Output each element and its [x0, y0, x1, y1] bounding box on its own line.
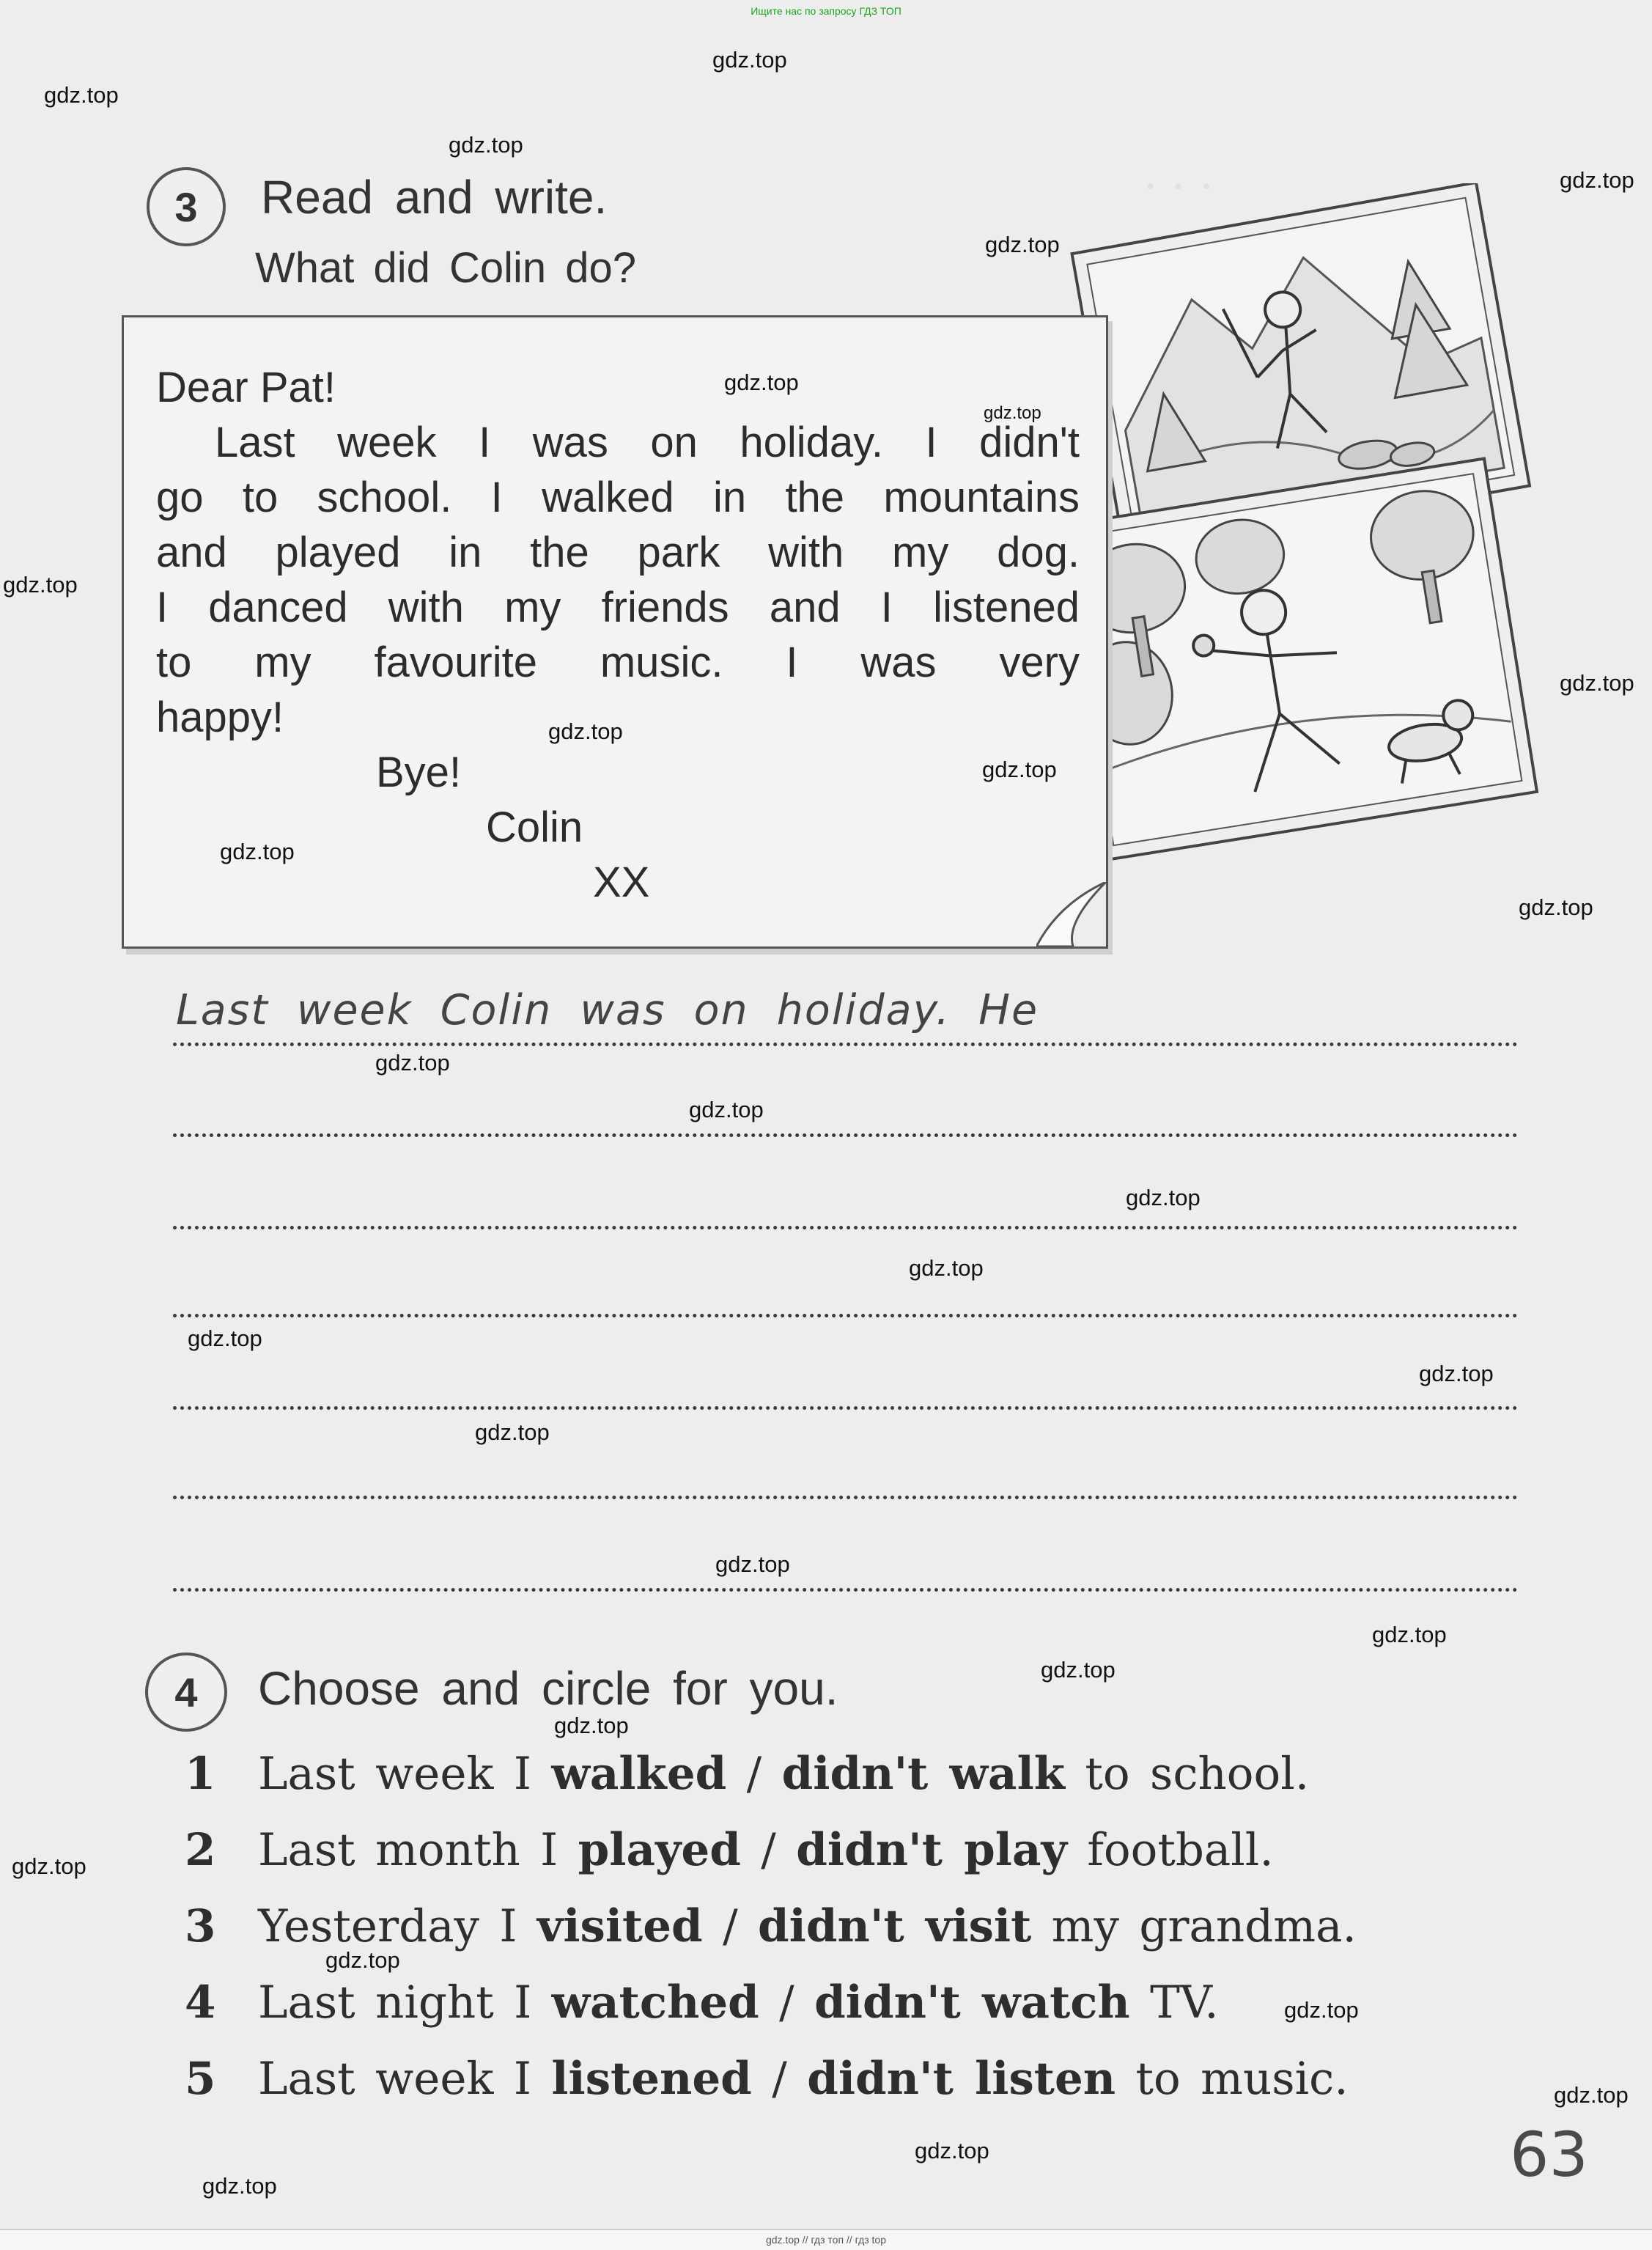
- exercise-4-number: [145, 1652, 227, 1732]
- letter-line: happy!: [156, 694, 284, 741]
- watermark: gdz.top: [3, 572, 78, 598]
- writing-line[interactable]: [173, 1043, 1518, 1046]
- item-after: TV.: [1129, 1977, 1219, 2029]
- letter-line: go to school. I walked in the mountains: [156, 474, 1080, 521]
- watermark: gdz.top: [1554, 2082, 1629, 2108]
- item-before: Last month I: [258, 1824, 578, 1876]
- watermark: gdz.top: [1419, 1361, 1494, 1386]
- exercise-3-question: What did Colin do?: [255, 244, 637, 292]
- item-before: Last week I: [258, 2053, 552, 2105]
- option-separator: /: [751, 2053, 808, 2105]
- option-separator: /: [740, 1824, 797, 1876]
- watermark: gdz.top: [982, 757, 1057, 782]
- choice-item: [185, 1977, 1219, 2029]
- watermark: gdz.top: [554, 1713, 629, 1738]
- watermark: gdz.top: [202, 2173, 277, 2199]
- show-through-bleed: · · ·: [1143, 161, 1214, 213]
- option-negative[interactable]: didn't play: [796, 1824, 1067, 1876]
- watermark: gdz.top: [12, 1853, 86, 1879]
- answer-start-text: Last week Colin was on holiday. He: [176, 986, 1039, 1034]
- watermark: gdz.top: [375, 1050, 450, 1076]
- option-negative[interactable]: didn't visit: [758, 1900, 1032, 1952]
- watermark: gdz.top: [1041, 1657, 1116, 1683]
- watermark: gdz.top: [1519, 894, 1593, 920]
- page-curl-corner: [1036, 882, 1106, 946]
- watermark: gdz.top: [712, 47, 787, 73]
- watermark: gdz.top: [188, 1326, 262, 1351]
- choice-item: [185, 1900, 1357, 1952]
- watermark: gdz.top: [220, 839, 295, 864]
- top-banner: Ищите нас по запросу ГДЗ ТОП: [751, 5, 901, 17]
- item-number: 5: [185, 2053, 216, 2105]
- watermark: gdz.top: [325, 1947, 400, 1973]
- option-negative[interactable]: didn't watch: [814, 1977, 1130, 2029]
- writing-line[interactable]: [173, 1133, 1518, 1137]
- letter-bye: Bye!: [376, 749, 462, 796]
- watermark: gdz.top: [689, 1097, 764, 1122]
- watermark: gdz.top: [1126, 1185, 1201, 1210]
- item-before: Last night I: [258, 1977, 552, 2029]
- letter-body: [156, 360, 1080, 910]
- option-separator: /: [726, 1748, 782, 1800]
- letter-line: to my favourite music. I was very: [156, 639, 1080, 686]
- item-before: Last week I: [258, 1748, 552, 1800]
- choice-item: [185, 2053, 1349, 2105]
- option-negative[interactable]: didn't walk: [781, 1748, 1066, 1800]
- watermark: gdz.top: [724, 370, 799, 395]
- watermark: gdz.top: [909, 1255, 984, 1281]
- park-postcard: [1050, 459, 1537, 861]
- letter-line: and played in the park with my dog.: [156, 529, 1080, 576]
- watermark: gdz.top: [1284, 1997, 1359, 2023]
- exercise-4-title: Choose and circle for you.: [258, 1662, 838, 1715]
- writing-line[interactable]: [173, 1226, 1518, 1229]
- exercise-3-number: [147, 167, 226, 246]
- writing-line[interactable]: [173, 1496, 1518, 1499]
- letter-kisses: XX: [593, 859, 650, 906]
- exercise-4-number-text: 4: [174, 1669, 198, 1716]
- watermark: gdz.top: [985, 232, 1060, 257]
- option-negative[interactable]: didn't listen: [807, 2053, 1116, 2105]
- exercise-3-number-text: 3: [174, 183, 198, 230]
- option-positive[interactable]: listened: [551, 2053, 752, 2105]
- option-positive[interactable]: visited: [536, 1900, 703, 1952]
- watermark: gdz.top: [449, 132, 523, 158]
- watermark: gdz.top: [475, 1419, 550, 1445]
- letter-signature: Colin: [486, 804, 583, 851]
- watermark: gdz.top: [1560, 670, 1634, 696]
- watermark: gdz.top: [44, 82, 119, 108]
- option-positive[interactable]: watched: [551, 1977, 759, 2029]
- item-after: to music.: [1116, 2053, 1349, 2105]
- watermark: gdz.top: [984, 403, 1041, 423]
- option-positive[interactable]: walked: [551, 1748, 727, 1800]
- writing-line[interactable]: [173, 1588, 1518, 1592]
- watermark: gdz.top: [1372, 1622, 1447, 1647]
- watermark: gdz.top: [715, 1551, 790, 1577]
- letter-greeting: Dear Pat!: [156, 364, 336, 411]
- letter-line: Last week I was on holiday. I didn't: [215, 419, 1080, 466]
- watermark: gdz.top: [1560, 167, 1634, 193]
- choice-item: [185, 1824, 1274, 1876]
- item-number: 4: [185, 1977, 216, 2029]
- item-before: Yesterday I: [258, 1900, 537, 1952]
- item-after: to school.: [1065, 1748, 1310, 1800]
- watermark: gdz.top: [548, 718, 623, 744]
- footer-banner: gdz.top // гдз топ // гдз top: [0, 2229, 1652, 2250]
- writing-line[interactable]: [173, 1406, 1518, 1410]
- letter-line: I danced with my friends and I listened: [156, 584, 1080, 631]
- exercise-3-title: Read and write.: [261, 171, 608, 224]
- option-separator: /: [702, 1900, 759, 1952]
- option-positive[interactable]: played: [578, 1824, 741, 1876]
- option-separator: /: [759, 1977, 815, 2029]
- item-after: football.: [1066, 1824, 1274, 1876]
- item-after: my grandma.: [1031, 1900, 1357, 1952]
- item-number: 3: [185, 1900, 216, 1952]
- page-number: 63: [1510, 2119, 1588, 2191]
- watermark: gdz.top: [915, 2138, 989, 2163]
- writing-line[interactable]: [173, 1314, 1518, 1317]
- item-number: 1: [185, 1748, 216, 1800]
- item-number: 2: [185, 1824, 216, 1876]
- choice-item: [185, 1748, 1309, 1800]
